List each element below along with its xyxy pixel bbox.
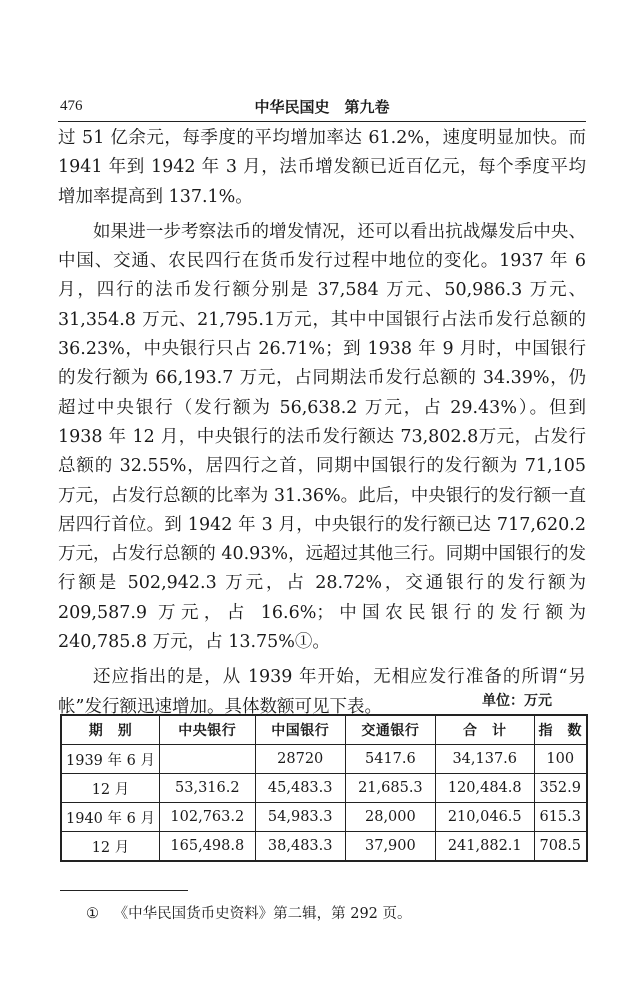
period-cell: 1940 年 6 月 bbox=[61, 803, 159, 832]
footnote-text: 《中华民国货币史资料》第二辑，第 292 页。 bbox=[113, 906, 412, 922]
bank-of-china-cell: 38,483.3 bbox=[255, 832, 345, 862]
column-header-bank-of-china: 中国银行 bbox=[255, 715, 345, 745]
table-header-row bbox=[61, 715, 587, 745]
period-cell: 12 月 bbox=[61, 774, 159, 803]
paragraph-2: 如果进一步考察法币的增发情况，还可以看出抗战爆发后中央、中国、交通、农民四行在货币发行过程中地位的变化。1937 年 6 月，四行的法币发行额分别是 37,584 万元、50,986.3 万元、31,354.8 万元、21,795.1万元，其中中国银行占法币发行总额的 36.23%，中央银行只占 26.71%；到 1938 年 9 月时，中国银行的发行额为 66,193.7 万元，占同期法币发行总额的 34.39%，仍超过中央银行（发行额为 56,638.2 万元，占 29.43%）。但到 1938 年 12 月，中央银行的法币发行额达 73,802.8万元，占发行总额的 32.55%，居四行之首，同期中国银行的发行额为 71,105 万元，占发行总额的比率为 31.36%。此后，中央银行的发行额一直居四行首位。到 1942 年 3 月，中央银行的发行额已达 717,620.2 万元，占发行总额的 40.93%，远超过其他三行。同期中国银行的发行额是 502,942.3 万元，占 28.72%，交通银行的发行额为 209,587.9 万元，占 16.6%；中国农民银行的发行额为 240,785.8 万元，占 13.75%①。 bbox=[58, 221, 586, 653]
bank-of-china-cell: 54,983.3 bbox=[255, 803, 345, 832]
total-cell: 241,882.1 bbox=[435, 832, 534, 862]
bank-of-communications-cell: 21,685.3 bbox=[345, 774, 435, 803]
column-header-period: 期 别 bbox=[61, 715, 159, 745]
footnote bbox=[86, 902, 412, 923]
table-row bbox=[61, 774, 587, 803]
paragraph-1: 过 51 亿余元，每季度的平均增加率达 61.2%，速度明显加快。而 1941 年到 1942 年 3 月，法币增发额已近百亿元，每个季度平均增加率提高到 137.1%。 bbox=[58, 128, 586, 207]
period-cell: 1939 年 6 月 bbox=[61, 745, 159, 774]
bank-of-china-cell: 45,483.3 bbox=[255, 774, 345, 803]
total-cell: 120,484.8 bbox=[435, 774, 534, 803]
index-cell: 708.5 bbox=[534, 832, 587, 862]
index-cell: 615.3 bbox=[534, 803, 587, 832]
bank-of-communications-cell: 5417.6 bbox=[345, 745, 435, 774]
table-row bbox=[61, 832, 587, 862]
bank-of-communications-cell: 28,000 bbox=[345, 803, 435, 832]
page-number: 476 bbox=[60, 98, 83, 114]
running-title: 中华民国史 第九卷 bbox=[254, 98, 390, 116]
paragraph-3: 还应指出的是，从 1939 年开始，无相应发行准备的所谓“另帐”发行额迅速增加。具体数额可见下表。 bbox=[58, 667, 586, 717]
central-bank-cell: 102,763.2 bbox=[159, 803, 255, 832]
table-row bbox=[61, 745, 587, 774]
central-bank-cell: 53,316.2 bbox=[159, 774, 255, 803]
column-header-central-bank: 中央银行 bbox=[159, 715, 255, 745]
total-cell: 34,137.6 bbox=[435, 745, 534, 774]
central-bank-cell bbox=[159, 745, 255, 774]
column-header-index: 指 数 bbox=[534, 715, 587, 745]
bank-of-china-cell: 28720 bbox=[255, 745, 345, 774]
footnote-rule bbox=[60, 890, 188, 891]
bank-of-communications-cell: 37,900 bbox=[345, 832, 435, 862]
issuance-table bbox=[60, 714, 588, 862]
body-text bbox=[58, 124, 586, 722]
period-cell: 12 月 bbox=[61, 832, 159, 862]
table-row bbox=[61, 803, 587, 832]
header-rule bbox=[58, 121, 586, 122]
column-header-total: 合 计 bbox=[435, 715, 534, 745]
index-cell: 100 bbox=[534, 745, 587, 774]
index-cell: 352.9 bbox=[534, 774, 587, 803]
footnote-marker: ① bbox=[86, 906, 99, 922]
total-cell: 210,046.5 bbox=[435, 803, 534, 832]
column-header-bank-of-communications: 交通银行 bbox=[345, 715, 435, 745]
central-bank-cell: 165,498.8 bbox=[159, 832, 255, 862]
page-header bbox=[58, 92, 586, 122]
table-unit-label: 单位：万元 bbox=[482, 693, 552, 709]
